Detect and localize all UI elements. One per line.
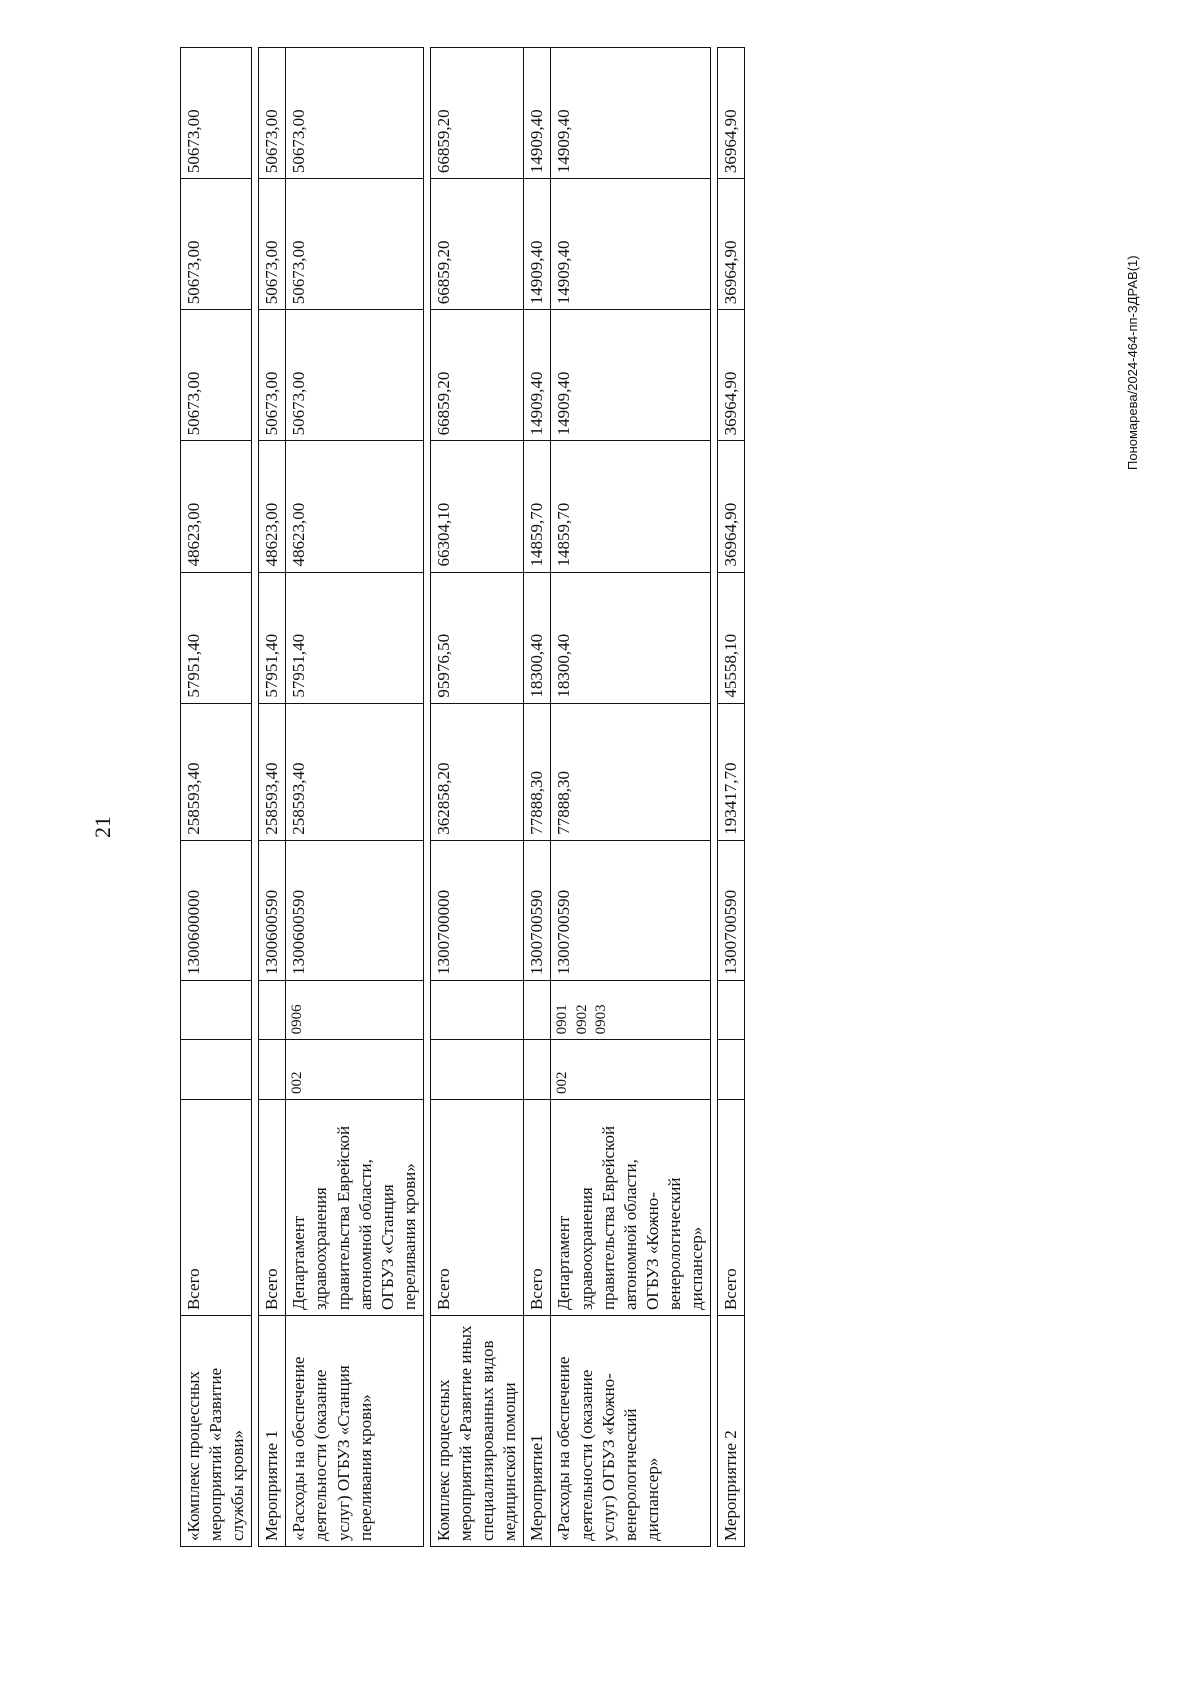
amount-year2-cell: 48623,00	[286, 441, 424, 572]
target-article-cell: 1300600590	[286, 840, 424, 980]
amount-year5-cell: 14909,40	[524, 48, 551, 179]
table-row	[524, 48, 551, 1547]
amount-total-cell: 77888,30	[524, 703, 551, 840]
table-row	[181, 48, 252, 1547]
amount-year3-cell: 36964,90	[718, 310, 745, 441]
amount-year1-cell: 18300,40	[551, 572, 711, 703]
amount-total-cell: 362858,20	[430, 703, 523, 840]
event-name-cell: «Расходы на обеспечение деятельности (оказание услуг) ОГБУЗ «Станция переливания крови»	[286, 1316, 424, 1547]
target-article-cell: 1300700590	[551, 840, 711, 980]
amount-year5-cell: 36964,90	[718, 48, 745, 179]
amount-year2-cell: 66304,10	[430, 441, 523, 572]
event-name-cell: Комплекс процессных мероприятий «Развитие иных специализированных видов медицинской помощи	[430, 1316, 523, 1547]
amount-year3-cell: 50673,00	[181, 310, 252, 441]
amount-year5-cell: 50673,00	[259, 48, 286, 179]
section-code-cell	[259, 980, 286, 1040]
event-name-cell: «Комплекс процессных мероприятий «Развитие службы крови»	[181, 1316, 252, 1547]
target-article-cell: 1300700000	[430, 840, 523, 980]
document-footer: Пономарева/2024-464-пп-ЗДРАВ(1)	[1125, 255, 1140, 470]
amount-total-cell: 77888,30	[551, 703, 711, 840]
amount-year4-cell: 14909,40	[524, 179, 551, 310]
amount-year1-cell: 95976,50	[430, 572, 523, 703]
amount-year4-cell: 50673,00	[181, 179, 252, 310]
grbs-code-cell	[259, 1040, 286, 1100]
event-name-cell: «Расходы на обеспечение деятельности (оказание услуг) ОГБУЗ «Кожно-венерологический диспансер»	[551, 1316, 711, 1547]
section-code-cell: 0906	[286, 980, 424, 1040]
separator-cell	[423, 48, 430, 1547]
amount-year3-cell: 14909,40	[551, 310, 711, 441]
amount-year3-cell: 50673,00	[286, 310, 424, 441]
table-row	[551, 48, 711, 1547]
amount-year1-cell: 57951,40	[181, 572, 252, 703]
amount-year2-cell: 14859,70	[551, 441, 711, 572]
separator-cell	[252, 48, 259, 1547]
row-separator	[423, 48, 430, 1547]
amount-year4-cell: 14909,40	[551, 179, 711, 310]
amount-year1-cell: 57951,40	[259, 572, 286, 703]
table-row	[430, 48, 523, 1547]
amount-total-cell: 193417,70	[718, 703, 745, 840]
target-article-cell: 1300600590	[259, 840, 286, 980]
responsible-cell: Всего	[430, 1100, 523, 1316]
table-row	[286, 48, 424, 1547]
amount-year4-cell: 36964,90	[718, 179, 745, 310]
grbs-code-cell	[718, 1040, 745, 1100]
amount-year3-cell: 14909,40	[524, 310, 551, 441]
section-code-cell	[181, 980, 252, 1040]
amount-year1-cell: 45558,10	[718, 572, 745, 703]
table-row	[259, 48, 286, 1547]
page-number: 21	[90, 816, 115, 838]
responsible-cell: Департамент здравоохранения правительства Еврейской автономной области, ОГБУЗ «Станция переливания крови»	[286, 1100, 424, 1316]
section-code-cell	[718, 980, 745, 1040]
budget-table-container	[180, 47, 745, 1547]
amount-year4-cell: 66859,20	[430, 179, 523, 310]
target-article-cell: 1300700590	[524, 840, 551, 980]
section-code-cell: 0901 0902 0903	[551, 980, 711, 1040]
grbs-code-cell: 002	[551, 1040, 711, 1100]
budget-table	[180, 47, 745, 1547]
amount-year3-cell: 50673,00	[259, 310, 286, 441]
amount-year2-cell: 48623,00	[181, 441, 252, 572]
event-name-cell: Мероприятие 2	[718, 1316, 745, 1547]
responsible-cell: Департамент здравоохранения правительства Еврейской автономной области, ОГБУЗ «Кожно-венерологический диспансер»	[551, 1100, 711, 1316]
amount-year3-cell: 66859,20	[430, 310, 523, 441]
amount-year1-cell: 18300,40	[524, 572, 551, 703]
amount-year5-cell: 14909,40	[551, 48, 711, 179]
amount-year5-cell: 50673,00	[181, 48, 252, 179]
responsible-cell: Всего	[181, 1100, 252, 1316]
amount-total-cell: 258593,40	[286, 703, 424, 840]
responsible-cell: Всего	[524, 1100, 551, 1316]
amount-year1-cell: 57951,40	[286, 572, 424, 703]
row-separator	[252, 48, 259, 1547]
row-separator	[711, 48, 718, 1547]
separator-cell	[711, 48, 718, 1547]
grbs-code-cell	[430, 1040, 523, 1100]
responsible-cell: Всего	[718, 1100, 745, 1316]
section-code-cell	[524, 980, 551, 1040]
target-article-cell: 1300700590	[718, 840, 745, 980]
grbs-code-cell	[524, 1040, 551, 1100]
amount-year5-cell: 50673,00	[286, 48, 424, 179]
target-article-cell: 1300600000	[181, 840, 252, 980]
amount-total-cell: 258593,40	[181, 703, 252, 840]
grbs-code-cell	[181, 1040, 252, 1100]
section-code-cell	[430, 980, 523, 1040]
amount-year5-cell: 66859,20	[430, 48, 523, 179]
table-row	[718, 48, 745, 1547]
amount-total-cell: 258593,40	[259, 703, 286, 840]
amount-year2-cell: 14859,70	[524, 441, 551, 572]
event-name-cell: Мероприятие 1	[259, 1316, 286, 1547]
grbs-code-cell: 002	[286, 1040, 424, 1100]
amount-year4-cell: 50673,00	[286, 179, 424, 310]
responsible-cell: Всего	[259, 1100, 286, 1316]
event-name-cell: Мероприятие1	[524, 1316, 551, 1547]
amount-year2-cell: 48623,00	[259, 441, 286, 572]
amount-year2-cell: 36964,90	[718, 441, 745, 572]
amount-year4-cell: 50673,00	[259, 179, 286, 310]
